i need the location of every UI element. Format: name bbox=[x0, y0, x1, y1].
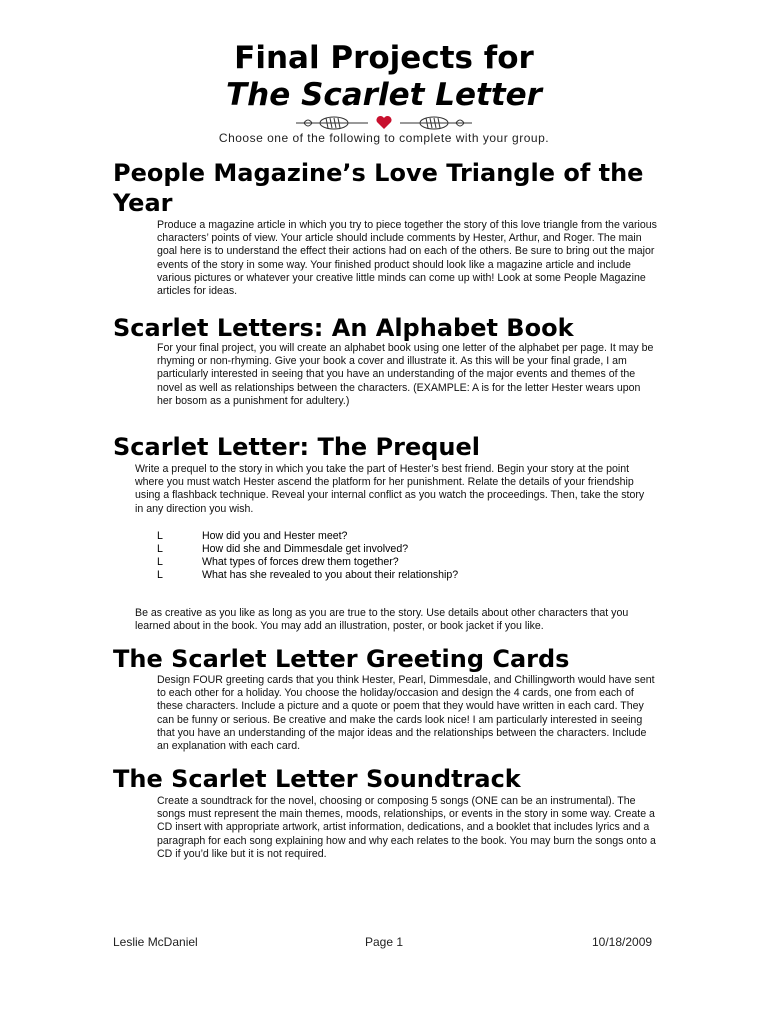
bullet-text: What has she revealed to you about their relationship? bbox=[202, 569, 459, 581]
section-heading-soundtrack: The Scarlet Letter Soundtrack bbox=[113, 765, 521, 793]
section-heading-people-magazine: People Magazine’s Love Triangle of the Year bbox=[113, 159, 644, 217]
footer-author: Leslie McDaniel bbox=[113, 935, 198, 949]
subtitle: Choose one of the following to complete with your group. bbox=[218, 131, 550, 145]
bullet-text: How did you and Hester meet? bbox=[202, 530, 348, 542]
list-item bbox=[157, 530, 458, 543]
section-body-alphabet-book: For your final project, you will create an alphabet book using one letter of the alphabet per page. It may be rhyming or non-rhyming. Give your book a cover and illustrate it. As this will be your final grade, I am particularly interested in seeing that you have an understanding of the major events and themes of the novel as well as relationships between the characters. (EXAMPLE: A is for the letter Hester wears upon her bosom as a punishment for adultery.) bbox=[157, 342, 654, 407]
bullet-mark: L bbox=[157, 569, 163, 581]
section-body-greeting-cards: Design FOUR greeting cards that you think Hester, Pearl, Dimmesdale, and Chillingworth would have sent to each other for a holiday. You choose the holiday/occasion and design the 4 cards, one from each of these characters. Include a picture and a quote or poem that they would have written in each card. They can be funny or serious. Be creative and make the cards look nice! I am particularly interested in seeing that you have an understanding of the major ideas and the relationships between the characters. Include an explanation with each card. bbox=[157, 674, 655, 753]
prequel-question-list bbox=[157, 530, 458, 582]
list-item bbox=[157, 543, 458, 556]
bullet-text: What types of forces drew them together? bbox=[202, 556, 399, 568]
bullet-mark: L bbox=[157, 530, 163, 542]
bullet-text: How did she and Dimmesdale get involved? bbox=[202, 543, 409, 555]
footer-page-number: Page 1 bbox=[365, 935, 404, 949]
footer-date: 10/18/2009 bbox=[592, 935, 653, 949]
list-item bbox=[157, 569, 458, 582]
section-body-soundtrack: Create a soundtrack for the novel, choosing or composing 5 songs (ONE can be an instrumental). The songs must represent the main themes, moods, relationships, or events in the story in some way. Create a CD insert with appropriate artwork, artist information, dedications, and a booklet that includes lyrics and a paragraph for each song explaining how and why each relates to the book. You may burn the songs onto a CD if you’d like but it is not required. bbox=[157, 795, 656, 860]
title-line-1: Final Projects for bbox=[234, 40, 534, 76]
bullet-mark: L bbox=[157, 543, 163, 555]
section-body-prequel: Write a prequel to the story in which you take the part of Hester’s best friend. Begin your story at the point where you must watch Hester ascend the platform for her punishment. Relate the details of your friendship using a flashback technique. Reveal your internal conflict as you watch the proceedings. Then, take the story in any direction you wish. bbox=[135, 463, 645, 515]
title-line-2: The Scarlet Letter bbox=[226, 77, 542, 113]
section-heading-alphabet-book: Scarlet Letters: An Alphabet Book bbox=[113, 314, 574, 342]
list-item bbox=[157, 556, 458, 569]
section-body-people-magazine: Produce a magazine article in which you try to piece together the story of this love triangle from the various characters’ points of view. Your article should include comments by Hester, Arthur, and Roger. The main goal here is to understand the effect their actions had on each of the others. Be sure to bring out the major events of the story in some way. Your finished product should look like a magazine article and include various pictures or whatever your creative little minds can come up with! Look at some People Magazine articles for ideas. bbox=[157, 219, 657, 298]
section-closing-prequel: Be as creative as you like as long as you are true to the story. Use details about other characters that you learned about in the book. You may add an illustration, poster, or book jacket if you like. bbox=[135, 607, 629, 633]
section-heading-prequel: Scarlet Letter: The Prequel bbox=[113, 433, 481, 461]
section-heading-greeting-cards: The Scarlet Letter Greeting Cards bbox=[113, 645, 570, 673]
bullet-mark: L bbox=[157, 556, 163, 568]
